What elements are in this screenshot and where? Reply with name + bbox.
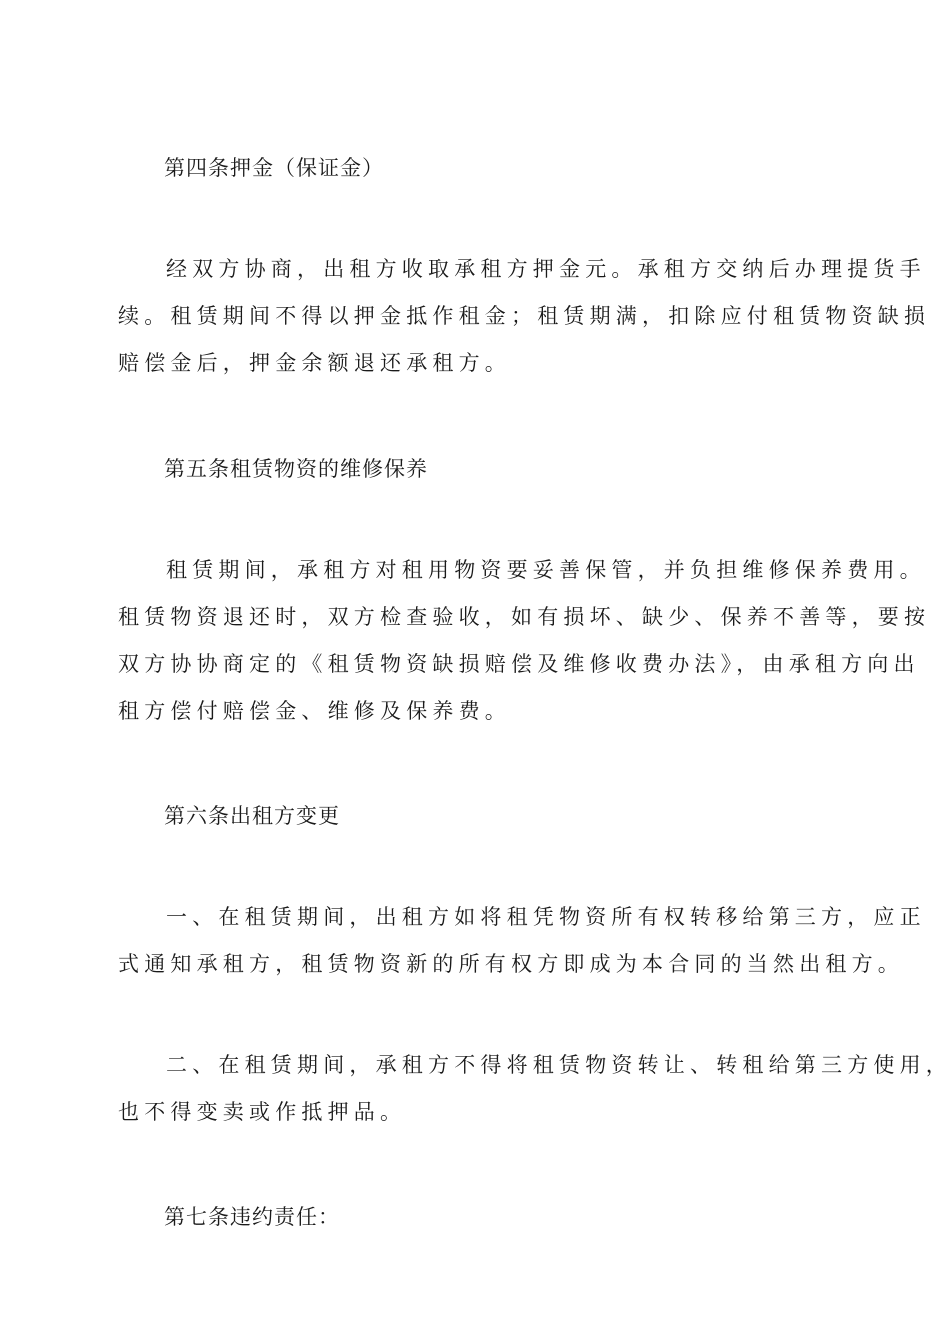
text-line: 续。租赁期间不得以押金抵作租金；租赁期满，扣除应付租赁物资缺损 <box>118 304 931 328</box>
section-6-paragraph-1 <box>118 894 926 988</box>
text-line: 也不得变卖或作抵押品。 <box>118 1100 407 1124</box>
text-line: 赔偿金后，押金余额退还承租方。 <box>118 351 511 375</box>
section-7-heading: 第七条违约责任： <box>164 1205 340 1229</box>
text-line: 租赁期间，承租方对租用物资要妥善保管，并负担维修保养费用。 <box>166 558 926 582</box>
text-line: 租方偿付赔偿金、维修及保养费。 <box>118 699 511 723</box>
section-4-paragraph-1 <box>118 246 931 387</box>
text-line: 双方协协商定的《租赁物资缺损赔偿及维修收费办法》，由承租方向出 <box>118 652 920 676</box>
text-line: 租赁物资退还时，双方检查验收，如有损坏、缺少、保养不善等，要按 <box>118 605 931 629</box>
section-5-paragraph-1 <box>118 547 931 735</box>
section-4-heading: 第四条押金（保证金） <box>164 156 384 180</box>
text-line: 一、在租赁期间，出租方如将租凭物资所有权转移给第三方，应正 <box>166 905 926 929</box>
text-line: 式通知承租方，租赁物资新的所有权方即成为本合同的当然出租方。 <box>118 952 904 976</box>
section-6-paragraph-2 <box>118 1042 952 1136</box>
text-line: 二、在租赁期间，承租方不得将租赁物资转让、转租给第三方使用， <box>166 1053 952 1077</box>
section-6-heading: 第六条出租方变更 <box>164 804 340 828</box>
text-line: 经双方协商，出租方收取承租方押金元。承租方交纳后办理提货手 <box>166 257 926 281</box>
section-5-heading: 第五条租赁物资的维修保养 <box>164 457 428 481</box>
